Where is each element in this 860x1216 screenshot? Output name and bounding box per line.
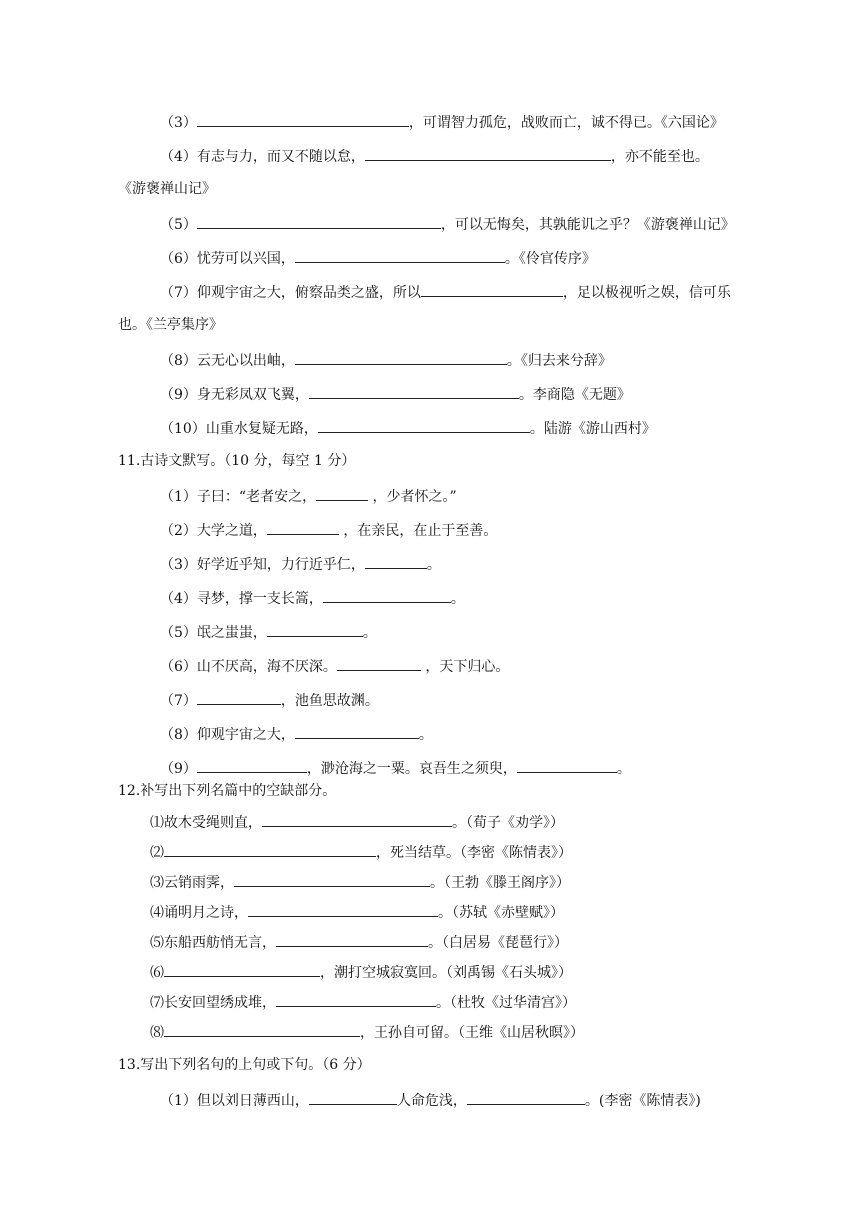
- question-text: ，亦不能至也。: [610, 149, 709, 165]
- answer-blank[interactable]: [267, 622, 363, 637]
- question-line: [150, 842, 572, 862]
- question-text: （10）山重水复疑无路，: [160, 421, 318, 437]
- question-line: [160, 214, 735, 234]
- question-line: [150, 1022, 584, 1042]
- section-heading: [118, 782, 336, 800]
- question-text: 。: [418, 727, 433, 743]
- question-text: 。（荀子《劝学》）: [452, 815, 564, 831]
- answer-blank[interactable]: [164, 962, 320, 977]
- question-text: （6）忧劳可以兴国，: [160, 251, 295, 267]
- question-text: ⑷诵明月之诗，: [150, 905, 248, 921]
- question-text: ⑵: [150, 845, 164, 861]
- answer-blank[interactable]: [197, 690, 281, 705]
- question-line: [160, 350, 612, 370]
- answer-blank[interactable]: [295, 350, 507, 365]
- answer-blank[interactable]: [309, 1090, 397, 1105]
- question-text: （6）山不厌高，海不厌深。: [160, 659, 337, 675]
- question-text: （9）身无彩凤双飞翼，: [160, 387, 309, 403]
- question-text: （7）: [160, 693, 197, 709]
- question-text: ，渺沧海之一粟。哀吾生之须臾，: [306, 761, 517, 777]
- question-text: 。（杜牧《过华清宫》）: [436, 995, 576, 1011]
- question-text: 也。《兰亭集序》: [118, 317, 223, 333]
- question-text: ，潮打空城寂寞回。（刘禹锡《石头城》）: [320, 965, 572, 981]
- question-line: [160, 146, 709, 166]
- question-text: ，可谓智力孤危，战败而亡，诚不得已。《六国论》: [408, 115, 724, 131]
- question-text: 。: [450, 591, 465, 607]
- question-text: （8）仰观宇宙之大，: [160, 727, 295, 743]
- question-text: 。: [616, 761, 631, 777]
- question-text: 。: [426, 557, 441, 573]
- answer-blank[interactable]: [234, 872, 430, 887]
- answer-blank[interactable]: [267, 520, 339, 535]
- question-line: [160, 384, 631, 404]
- question-text: （4）寻梦，撑一支长篙，: [160, 591, 323, 607]
- question-text: （1）但以刘日薄西山，: [160, 1093, 309, 1109]
- question-line: [150, 932, 568, 952]
- question-text: 。(李密《陈情表》): [584, 1093, 701, 1109]
- answer-blank[interactable]: [248, 902, 438, 917]
- question-text: （1）子曰：“老者安之，: [160, 489, 317, 505]
- question-line: [160, 656, 509, 676]
- question-text: （5）: [160, 217, 197, 233]
- question-text: ，在亲民，在止于至善。: [338, 523, 498, 539]
- answer-blank[interactable]: [318, 418, 530, 433]
- answer-blank[interactable]: [316, 486, 368, 501]
- question-line: [160, 282, 731, 302]
- section-title: 11.古诗文默写。（10 分，每空 1 分）: [118, 453, 356, 469]
- question-text: （4）有志与力，而又不随以怠，: [160, 149, 365, 165]
- answer-blank[interactable]: [197, 214, 441, 229]
- source-line: [118, 180, 216, 198]
- question-text: 。（王勃《滕王阁序》）: [430, 875, 570, 891]
- question-text: 。（白居易《琵琶行》）: [428, 935, 568, 951]
- question-text: ⑹: [150, 965, 164, 981]
- answer-blank[interactable]: [276, 932, 428, 947]
- section-title: 12.补写出下列名篇中的空缺部分。: [118, 783, 337, 799]
- question-text: （7）仰观宇宙之大，俯察品类之盛，所以: [160, 285, 421, 301]
- question-text: ⑺长安回望绣成堆，: [150, 995, 276, 1011]
- question-line: [160, 520, 497, 540]
- question-text: （3）: [160, 115, 197, 131]
- question-text: 。《归去来兮辞》: [506, 353, 612, 369]
- answer-blank[interactable]: [295, 724, 419, 739]
- section-title: 13.写出下列名句的上句或下句。（6 分）: [118, 1057, 371, 1073]
- question-text: （8）云无心以出岫，: [160, 353, 295, 369]
- question-line: [150, 872, 570, 892]
- question-line: [150, 962, 572, 982]
- answer-blank[interactable]: [164, 1022, 360, 1037]
- question-line: [160, 248, 596, 268]
- question-line: [160, 486, 457, 506]
- question-text: ，死当结草。（李密《陈情表》）: [376, 845, 572, 861]
- question-line: [160, 758, 631, 778]
- question-text: 。（苏轼《赤壁赋》）: [438, 905, 564, 921]
- answer-blank[interactable]: [323, 588, 451, 603]
- answer-blank[interactable]: [337, 656, 421, 671]
- answer-blank[interactable]: [421, 282, 563, 297]
- question-text: ，王孙自可留。（王维《山居秋暝》）: [360, 1025, 584, 1041]
- question-text: 。: [362, 625, 377, 641]
- question-line: [160, 690, 379, 710]
- question-text: （2）大学之道，: [160, 523, 267, 539]
- question-line: [160, 622, 377, 642]
- answer-blank[interactable]: [365, 554, 427, 569]
- question-line: [160, 724, 433, 744]
- question-text: ，池鱼思故渊。: [280, 693, 379, 709]
- question-text: ⑸东船西舫悄无言，: [150, 935, 276, 951]
- question-text: （3）好学近乎知，力行近乎仁，: [160, 557, 365, 573]
- question-line: [160, 112, 724, 132]
- question-text: 人命危浅，: [396, 1093, 467, 1109]
- section-heading: [118, 452, 355, 470]
- continuation-line: [118, 316, 223, 334]
- answer-blank[interactable]: [262, 812, 452, 827]
- answer-blank[interactable]: [365, 146, 611, 161]
- question-line: [150, 902, 564, 922]
- answer-blank[interactable]: [276, 992, 436, 1007]
- question-line: [160, 588, 465, 608]
- answer-blank[interactable]: [309, 384, 519, 399]
- question-line: [160, 554, 441, 574]
- source-text: 《游褒禅山记》: [118, 181, 216, 197]
- question-text: ，足以极视听之娱，信可乐: [562, 285, 731, 301]
- question-line: [160, 1090, 701, 1110]
- question-line: [150, 992, 576, 1012]
- answer-blank[interactable]: [197, 112, 409, 127]
- question-text: （9）: [160, 761, 197, 777]
- question-line: [150, 812, 564, 832]
- question-text: （5）氓之蚩蚩，: [160, 625, 267, 641]
- answer-blank[interactable]: [467, 1090, 585, 1105]
- question-text: ⑻: [150, 1025, 164, 1041]
- answer-blank[interactable]: [517, 758, 617, 773]
- question-text: ⑴故木受绳则直，: [150, 815, 262, 831]
- question-line: [160, 418, 656, 438]
- question-text: ，天下归心。: [420, 659, 510, 675]
- answer-blank[interactable]: [164, 842, 376, 857]
- question-text: ，可以无悔矣，其孰能讥之乎？《游褒禅山记》: [440, 217, 735, 233]
- answer-blank[interactable]: [197, 758, 307, 773]
- question-text: 。李商隐《无题》: [518, 387, 631, 403]
- question-text: 。《伶官传序》: [504, 251, 596, 267]
- question-text: 。陆游《游山西村》: [529, 421, 656, 437]
- answer-blank[interactable]: [295, 248, 505, 263]
- question-text: ，少者怀之。”: [368, 489, 457, 505]
- question-text: ⑶云销雨霁，: [150, 875, 234, 891]
- section-heading: [118, 1056, 371, 1074]
